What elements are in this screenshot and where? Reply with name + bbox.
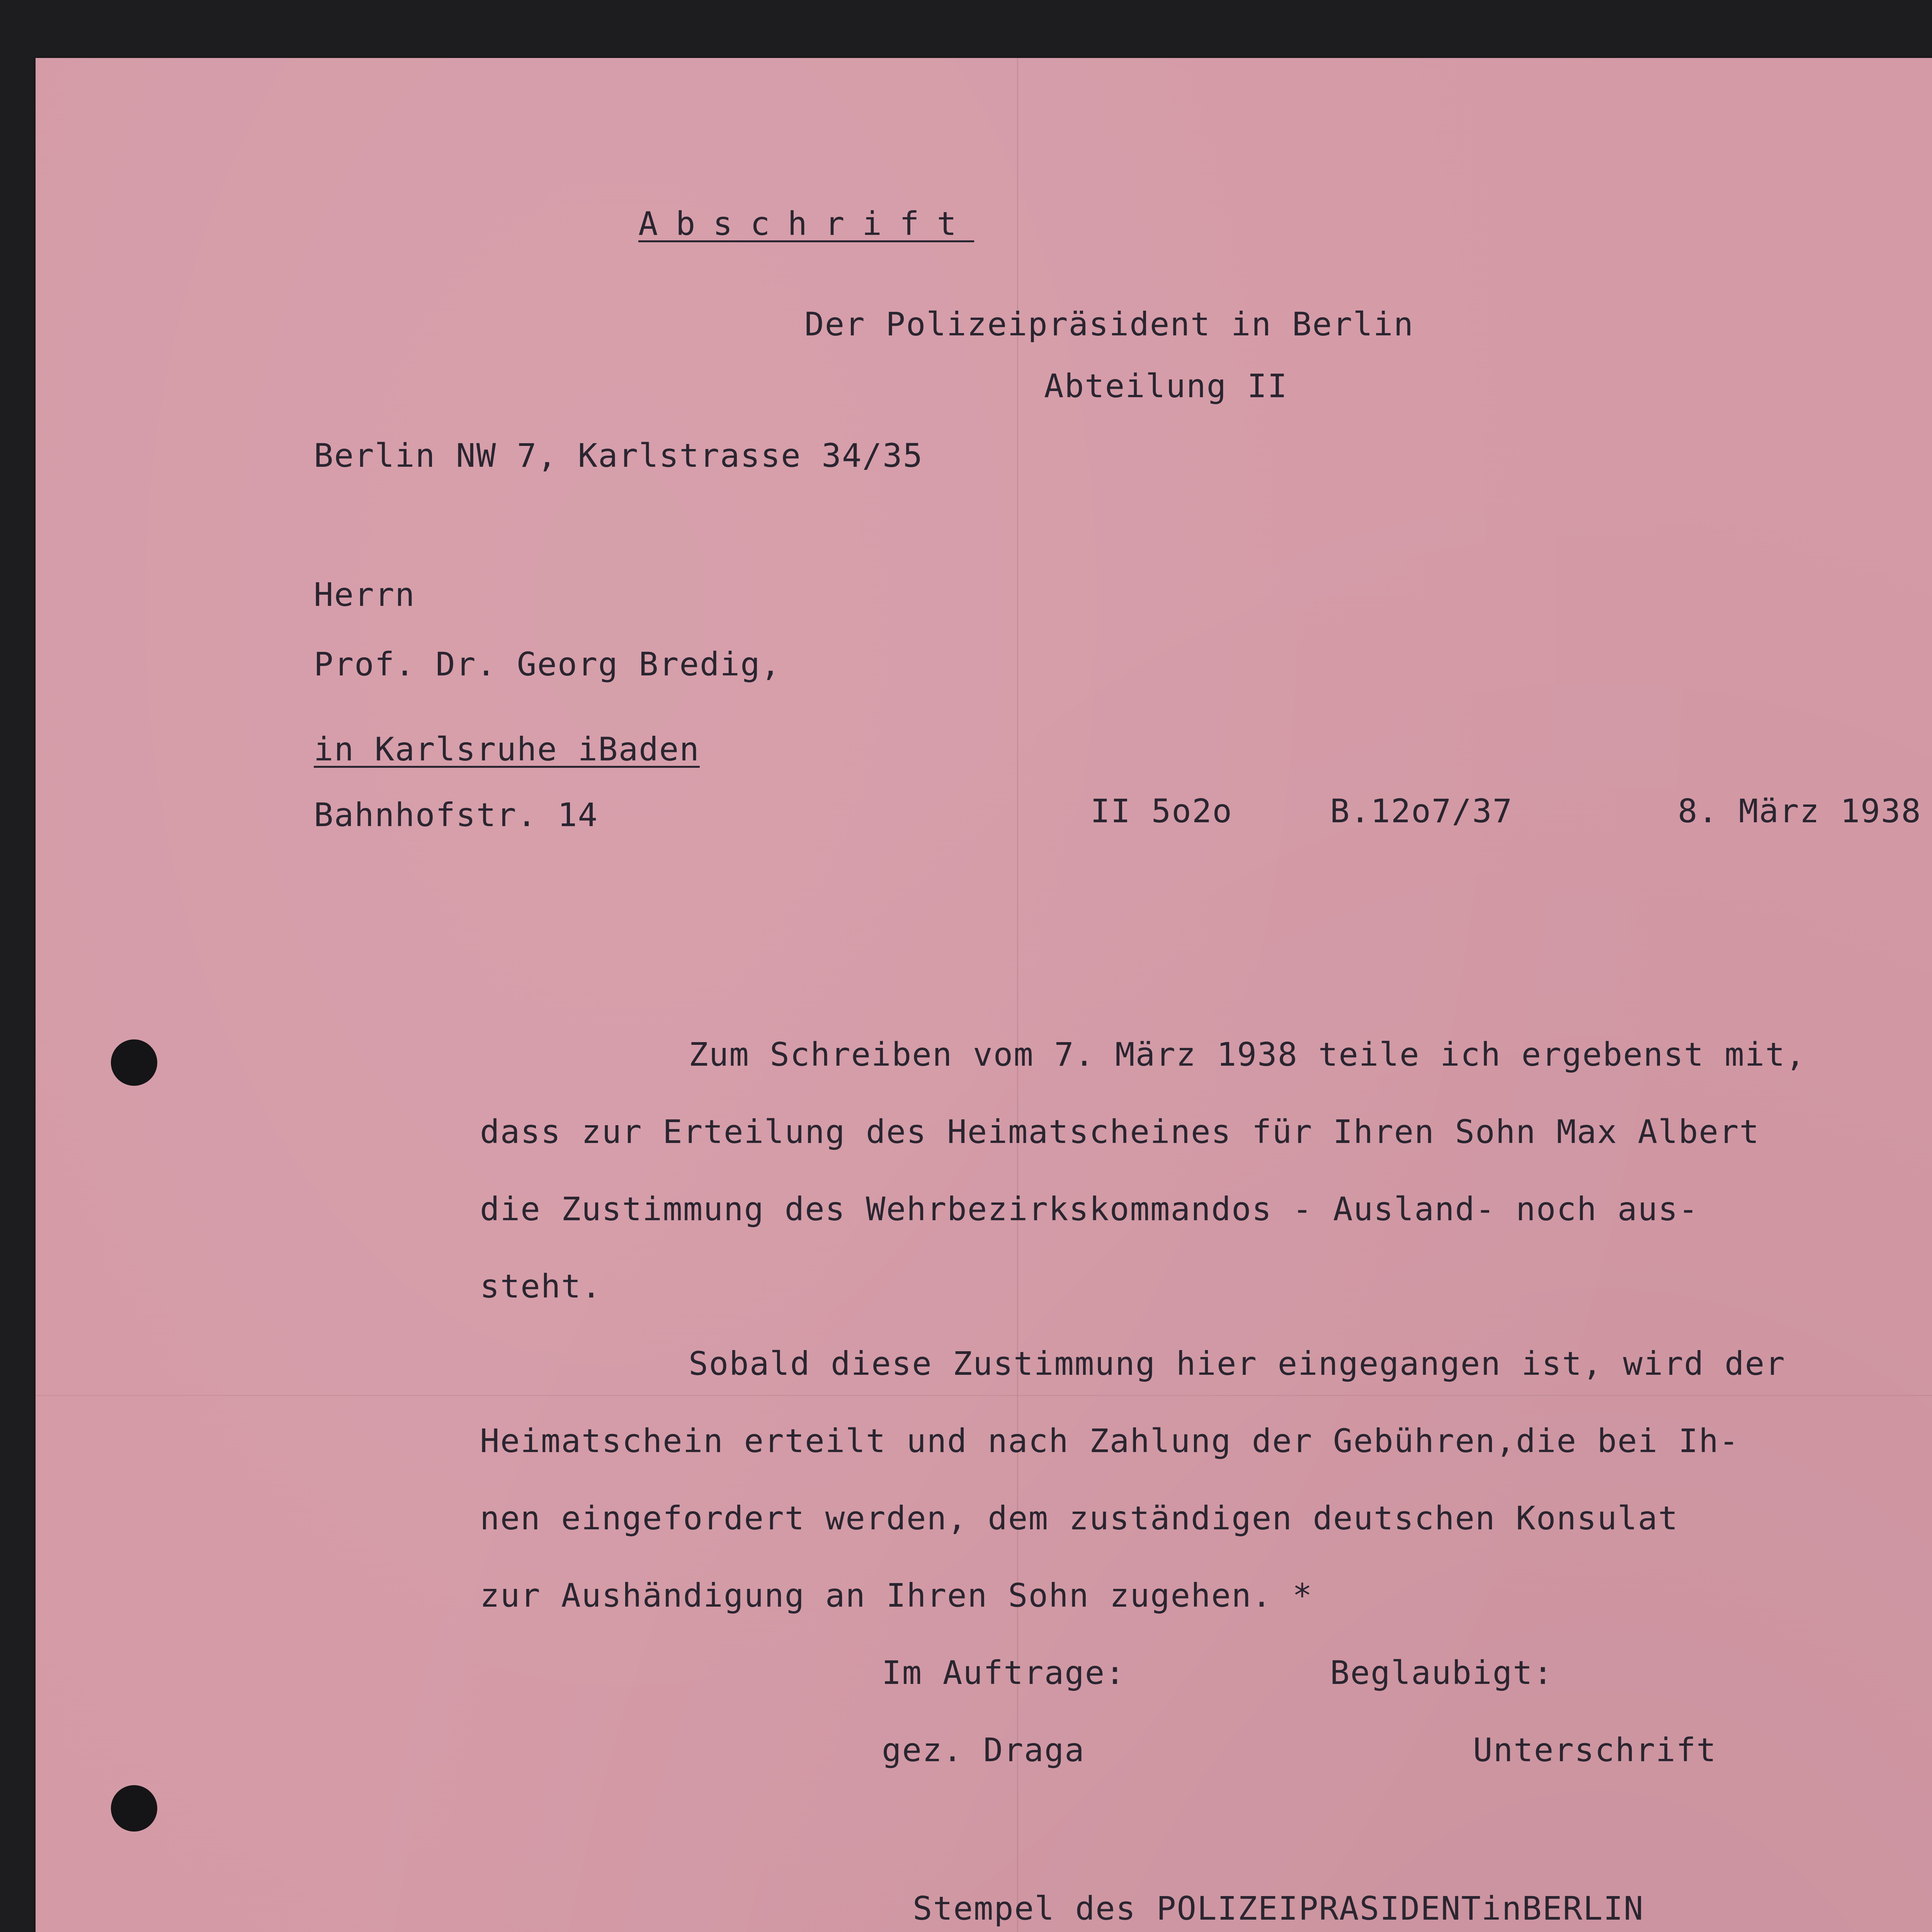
document-title: Abschrift [638, 205, 975, 243]
body-line-5: Sobald diese Zustimmung hier eingegangen ist, wird der [689, 1345, 1786, 1383]
reference-number-1: II 5o2o [1090, 792, 1233, 830]
signature-left-label: Im Auftrage: [882, 1654, 1126, 1692]
punch-hole-lower [111, 1785, 157, 1832]
sender-line-1: Der Polizeipräsident in Berlin [804, 305, 1414, 343]
sender-line-2: Abteilung II [1044, 367, 1288, 405]
recipient-street: Bahnhofstr. 14 [314, 796, 599, 834]
letter-sheet [36, 58, 1932, 1932]
recipient-city: in Karlsruhe iBaden [314, 730, 700, 768]
body-line-3: die Zustimmung des Wehrbezirkskommandos - Ausland- noch aus- [480, 1190, 1699, 1228]
body-line-2: dass zur Erteilung des Heimatscheines für Ihren Sohn Max Albert [480, 1113, 1760, 1151]
signature-right-name: Unterschrift [1473, 1731, 1717, 1769]
sender-address: Berlin NW 7, Karlstrasse 34/35 [314, 437, 923, 474]
paper-fold-horizontal [36, 1395, 1932, 1396]
signature-right-label: Beglaubigt: [1330, 1654, 1554, 1692]
recipient-salutation: Herrn [314, 576, 415, 614]
stamp-note-line-1: Stempel des POLIZEIPRASIDENTinBERLIN [913, 1889, 1644, 1927]
body-line-6: Heimatschein erteilt und nach Zahlung der Gebühren,die bei Ih- [480, 1422, 1740, 1460]
body-line-4: steht. [480, 1267, 602, 1305]
signature-left-name: gez. Draga [882, 1731, 1085, 1769]
reference-number-2: B.12o7/37 [1330, 792, 1513, 830]
letter-date: 8. März 1938 [1678, 792, 1922, 830]
body-line-1: Zum Schreiben vom 7. März 1938 teile ich ergebenst mit, [689, 1036, 1806, 1073]
punch-hole-upper [111, 1039, 157, 1086]
recipient-name: Prof. Dr. Georg Bredig, [314, 645, 781, 683]
body-line-7: nen eingefordert werden, dem zuständigen deutschen Konsulat [480, 1499, 1679, 1537]
body-line-8: zur Aushändigung an Ihren Sohn zugehen. * [480, 1577, 1313, 1614]
